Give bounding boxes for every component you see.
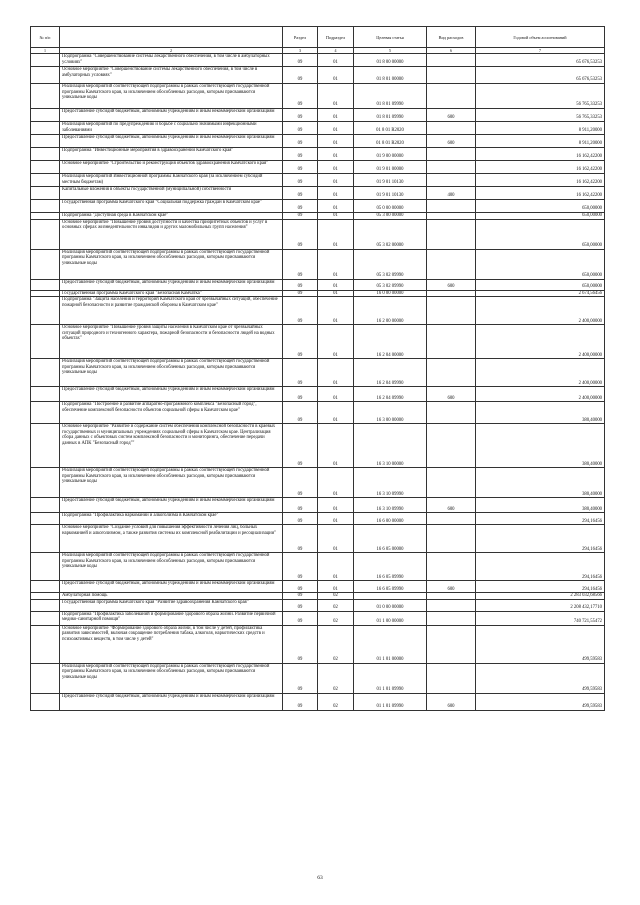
row-subsection-cell: 01 — [318, 122, 354, 135]
row-name-cell: Подпрограмма "Построение и развитие аппаратно-программного комплекса "Безопасный город", обеспечение комплексной безопасности объектов социальной сферы в Камчатском крае" — [60, 402, 283, 424]
row-section-cell: 09 — [283, 593, 318, 600]
row-amount-cell: 740 721,55472 — [476, 611, 605, 625]
table-row — [31, 625, 605, 663]
row-section-cell: 09 — [283, 402, 318, 424]
page-number: 63 — [317, 875, 323, 881]
row-section-cell: 09 — [283, 625, 318, 663]
row-target-article-cell — [354, 593, 427, 600]
row-number-cell — [31, 135, 60, 148]
row-target-article-cell: 16 6 05 09990 — [354, 581, 427, 593]
row-subsection-cell: 01 — [318, 279, 354, 290]
table-row — [31, 581, 605, 593]
row-name-cell: Основное мероприятие "Развитие и содержание систем обеспечения комплексной безопасности в краевых государственных и муниципальных учреждениях социальной сферы в Камчатском крае. Централизация сбора данных с объектовых систем комплексной безопасности и мониторинга, обеспечение передачи данных в АПК "Безопасный город"" — [60, 424, 283, 468]
row-name-cell: Капитальные вложения в объекты государственной (муниципальной) собственности — [60, 187, 283, 200]
column-number: 7 — [476, 48, 605, 54]
row-subsection-cell: 01 — [318, 135, 354, 148]
row-expense-type-cell — [427, 599, 476, 611]
row-expense-type-cell — [427, 359, 476, 387]
row-expense-type-cell — [427, 593, 476, 600]
table-row — [31, 525, 605, 553]
row-amount-cell: 2 283 032,68566 — [476, 593, 605, 600]
row-target-article-cell: 16 2 00 00000 — [354, 297, 427, 325]
column-number: 5 — [354, 48, 427, 54]
row-amount-cell: 380,40000 — [476, 424, 605, 468]
row-number-cell — [31, 513, 60, 525]
table-row — [31, 219, 605, 249]
row-expense-type-cell: 600 — [427, 387, 476, 402]
row-subsection-cell: 01 — [318, 402, 354, 424]
row-name-cell: Подпрограмма "Инвестиционные мероприятия в здравоохранении Камчатского края" — [60, 148, 283, 161]
row-expense-type-cell — [427, 122, 476, 135]
table-row — [31, 187, 605, 200]
row-subsection-cell: 01 — [318, 387, 354, 402]
row-section-cell: 09 — [283, 693, 318, 710]
row-expense-type-cell: 600 — [427, 581, 476, 593]
row-target-article-cell: 16 3 10 09990 — [354, 498, 427, 513]
row-name-cell: Основное мероприятие "Формирование здорового образа жизни, в том числе у детей, профилактика развития зависимостей, включая сокращение потребления табака, алкоголя, наркотических средств и психоактивных веществ, в том числе у детей" — [60, 625, 283, 663]
row-expense-type-cell — [427, 84, 476, 109]
row-section-cell: 09 — [283, 581, 318, 593]
table-row — [31, 593, 605, 600]
row-expense-type-cell — [427, 663, 476, 693]
row-name-cell: Основное мероприятие "Создание условий для повышения эффективности лечения лиц, больных наркоманией и алкоголизмом, а также развития системы их комплексной реабилитации и ресоциализации" — [60, 525, 283, 553]
column-number: 4 — [318, 48, 354, 54]
table-row — [31, 402, 605, 424]
table-row — [31, 513, 605, 525]
column-number: 2 — [60, 48, 283, 54]
row-amount-cell: 65 676,53253 — [476, 67, 605, 84]
header-expense-type: Вид расходов — [427, 27, 476, 48]
row-name-cell: Предоставление субсидий бюджетным, автономным учреждениям и иным некоммерческим организациям — [60, 387, 283, 402]
row-expense-type-cell — [427, 424, 476, 468]
row-target-article-cell: 01 9 00 00000 — [354, 148, 427, 161]
row-target-article-cell: 01 9 01 00000 — [354, 161, 427, 174]
row-target-article-cell: 16 6 05 00000 — [354, 525, 427, 553]
row-subsection-cell: 01 — [318, 290, 354, 297]
row-name-cell: Предоставление субсидий бюджетным, автономным учреждениям и иным некоммерческим организациям — [60, 498, 283, 513]
row-name-cell: Основное мероприятие "Повышение уровня защиты населения в Камчатском крае от чрезвычайных ситуаций природного и техногенного характера, пожарной безопасности и безопасности людей на водных объектах" — [60, 325, 283, 359]
row-target-article-cell: 16 3 00 00000 — [354, 402, 427, 424]
row-amount-cell: 499,59583 — [476, 625, 605, 663]
row-name-cell: Реализация мероприятий соответствующей подпрограммы в рамках соответствующей государственной программы Камчатского края, за исключением обособленных расходов, которым присваиваются уникальные коды — [60, 249, 283, 279]
row-name-cell: Основное мероприятие "Совершенствование системы лекарственного обеспечения, в том числе в амбулаторных условиях" — [60, 67, 283, 84]
row-subsection-cell: 02 — [318, 663, 354, 693]
row-target-article-cell: 01 8 01 09990 — [354, 109, 427, 122]
row-subsection-cell: 01 — [318, 525, 354, 553]
row-amount-cell: 56 765,33253 — [476, 84, 605, 109]
row-number-cell — [31, 581, 60, 593]
row-section-cell: 09 — [283, 387, 318, 402]
row-number-cell — [31, 84, 60, 109]
row-subsection-cell: 02 — [318, 625, 354, 663]
row-subsection-cell: 01 — [318, 187, 354, 200]
row-subsection-cell: 01 — [318, 174, 354, 187]
row-amount-cell: 16 162,42200 — [476, 187, 605, 200]
row-amount-cell: 2 674,56456 — [476, 290, 605, 297]
row-section-cell: 09 — [283, 553, 318, 581]
table-row — [31, 109, 605, 122]
row-section-cell: 09 — [283, 213, 318, 220]
row-name-cell: Подпрограмма "Профилактика заболеваний и формирование здорового образа жизни. Развитие первичной медико-санитарной помощи" — [60, 611, 283, 625]
row-expense-type-cell — [427, 219, 476, 249]
table-row — [31, 84, 605, 109]
row-expense-type-cell: 400 — [427, 187, 476, 200]
row-section-cell: 09 — [283, 525, 318, 553]
row-name-cell: Реализация мероприятий соответствующей подпрограммы в рамках соответствующей государственной программы Камчатского края, за исключением обособленных расходов, которым присваиваются уникальные коды — [60, 359, 283, 387]
row-amount-cell: 8 911,20000 — [476, 135, 605, 148]
row-target-article-cell: 01 1 01 09990 — [354, 693, 427, 710]
row-expense-type-cell — [427, 513, 476, 525]
row-expense-type-cell — [427, 402, 476, 424]
table-row — [31, 122, 605, 135]
row-section-cell: 09 — [283, 297, 318, 325]
row-section-cell: 09 — [283, 109, 318, 122]
row-subsection-cell: 01 — [318, 109, 354, 122]
row-amount-cell: 8 911,20000 — [476, 122, 605, 135]
row-number-cell — [31, 200, 60, 213]
row-section-cell: 09 — [283, 424, 318, 468]
row-section-cell: 09 — [283, 325, 318, 359]
row-expense-type-cell — [427, 161, 476, 174]
column-number: 1 — [31, 48, 60, 54]
row-subsection-cell: 01 — [318, 54, 354, 67]
row-number-cell — [31, 693, 60, 710]
row-expense-type-cell — [427, 553, 476, 581]
row-name-cell: Предоставление субсидий бюджетным, автономным учреждениям и иным некоммерческим организациям — [60, 109, 283, 122]
row-section-cell: 09 — [283, 279, 318, 290]
row-expense-type-cell — [427, 67, 476, 84]
table-row — [31, 693, 605, 710]
row-amount-cell: 65 676,53253 — [476, 54, 605, 67]
row-section-cell: 09 — [283, 663, 318, 693]
row-target-article-cell: 16 2 04 00000 — [354, 325, 427, 359]
row-target-article-cell: 16 2 04 09990 — [354, 359, 427, 387]
column-number: 6 — [427, 48, 476, 54]
row-section-cell: 09 — [283, 599, 318, 611]
row-expense-type-cell: 600 — [427, 109, 476, 122]
row-target-article-cell: 05 3 02 00000 — [354, 219, 427, 249]
row-expense-type-cell — [427, 200, 476, 213]
row-expense-type-cell: 600 — [427, 693, 476, 710]
row-number-cell — [31, 174, 60, 187]
row-target-article-cell: 05 0 00 00000 — [354, 200, 427, 213]
row-number-cell — [31, 161, 60, 174]
row-subsection-cell: 01 — [318, 424, 354, 468]
row-amount-cell: 650,00000 — [476, 279, 605, 290]
row-target-article-cell: 05 3 02 09990 — [354, 279, 427, 290]
table-body — [31, 54, 605, 711]
row-subsection-cell: 01 — [318, 297, 354, 325]
header-section: Раздел — [283, 27, 318, 48]
row-expense-type-cell: 600 — [427, 279, 476, 290]
table-row — [31, 611, 605, 625]
table-header — [31, 27, 605, 54]
row-subsection-cell: 01 — [318, 498, 354, 513]
row-name-cell: Реализация мероприятий соответствующей подпрограммы в рамках соответствующей государственной программы Камчатского края, за исключением обособленных расходов, которым присваиваются уникальные коды — [60, 84, 283, 109]
row-expense-type-cell — [427, 325, 476, 359]
row-section-cell: 09 — [283, 54, 318, 67]
table-row — [31, 148, 605, 161]
row-expense-type-cell — [427, 213, 476, 220]
row-subsection-cell: 01 — [318, 581, 354, 593]
row-subsection-cell: 01 — [318, 468, 354, 498]
row-subsection-cell: 02 — [318, 693, 354, 710]
row-subsection-cell: 01 — [318, 359, 354, 387]
row-name-cell: Государственная программа Камчатского края "Развитие здравоохранения Камчатского края" — [60, 599, 283, 611]
row-amount-cell: 499,59583 — [476, 693, 605, 710]
row-name-cell: Подпрограмма "Защита населения и территорий Камчатского края от чрезвычайных ситуаций, обеспечение пожарной безопасности и развитие гражданской обороны в Камчатском крае" — [60, 297, 283, 325]
budget-table-sheet — [30, 26, 604, 711]
row-subsection-cell: 01 — [318, 213, 354, 220]
row-number-cell — [31, 187, 60, 200]
row-target-article-cell: 01 9 01 10130 — [354, 187, 427, 200]
row-amount-cell: 2 208 432,17710 — [476, 599, 605, 611]
row-amount-cell: 499,59583 — [476, 663, 605, 693]
table-row — [31, 359, 605, 387]
row-amount-cell: 2 400,00000 — [476, 297, 605, 325]
row-name-cell: Предоставление субсидий бюджетным, автономным учреждениям и иным некоммерческим организациям — [60, 135, 283, 148]
row-target-article-cell: 16 6 05 09990 — [354, 553, 427, 581]
row-expense-type-cell — [427, 625, 476, 663]
row-subsection-cell: 01 — [318, 325, 354, 359]
row-number-cell — [31, 599, 60, 611]
row-subsection-cell: 01 — [318, 148, 354, 161]
row-number-cell — [31, 249, 60, 279]
table-row — [31, 249, 605, 279]
row-section-cell: 09 — [283, 249, 318, 279]
row-expense-type-cell — [427, 249, 476, 279]
row-number-cell — [31, 593, 60, 600]
row-number-cell — [31, 625, 60, 663]
row-section-cell: 09 — [283, 498, 318, 513]
row-number-cell — [31, 359, 60, 387]
row-amount-cell: 16 162,42200 — [476, 148, 605, 161]
row-number-cell — [31, 402, 60, 424]
table-row — [31, 67, 605, 84]
row-expense-type-cell — [427, 148, 476, 161]
table-row — [31, 387, 605, 402]
table-row — [31, 200, 605, 213]
table-row — [31, 599, 605, 611]
row-section-cell: 09 — [283, 611, 318, 625]
header-name — [60, 27, 283, 48]
row-section-cell: 09 — [283, 174, 318, 187]
row-subsection-cell: 02 — [318, 599, 354, 611]
row-target-article-cell: 01 8 00 00000 — [354, 54, 427, 67]
row-number-cell — [31, 290, 60, 297]
row-target-article-cell: 01 8 01 R2020 — [354, 135, 427, 148]
row-number-cell — [31, 468, 60, 498]
row-subsection-cell: 01 — [318, 219, 354, 249]
row-amount-cell: 2 400,00000 — [476, 359, 605, 387]
row-name-cell: Реализация мероприятий соответствующей подпрограммы в рамках соответствующей государственной программы Камчатского края, за исключением обособленных расходов, которым присваиваются уникальные коды — [60, 553, 283, 581]
row-amount-cell: 56 765,33253 — [476, 109, 605, 122]
table-row — [31, 279, 605, 290]
row-amount-cell: 650,00000 — [476, 219, 605, 249]
row-target-article-cell: 05 3 00 00000 — [354, 213, 427, 220]
row-section-cell: 09 — [283, 135, 318, 148]
row-subsection-cell: 01 — [318, 84, 354, 109]
row-name-cell: Подпрограмма "Профилактика наркомании и алкоголизма в Камчатском крае" — [60, 513, 283, 525]
row-amount-cell: 380,40000 — [476, 402, 605, 424]
table-row — [31, 297, 605, 325]
table-row — [31, 161, 605, 174]
header-number: № п/п — [31, 27, 60, 48]
row-section-cell: 09 — [283, 187, 318, 200]
row-target-article-cell: 01 9 01 10130 — [354, 174, 427, 187]
row-target-article-cell: 01 8 01 00000 — [354, 67, 427, 84]
row-name-cell: Подпрограмма "Доступная среда в Камчатском крае" — [60, 213, 283, 220]
row-number-cell — [31, 219, 60, 249]
row-number-cell — [31, 663, 60, 693]
row-amount-cell: 294,16456 — [476, 581, 605, 593]
table-row — [31, 468, 605, 498]
row-number-cell — [31, 109, 60, 122]
row-amount-cell: 2 400,00000 — [476, 325, 605, 359]
row-section-cell: 09 — [283, 161, 318, 174]
table-row — [31, 498, 605, 513]
row-amount-cell: 650,00000 — [476, 249, 605, 279]
row-target-article-cell: 01 8 01 09990 — [354, 84, 427, 109]
row-target-article-cell: 16 6 00 00000 — [354, 513, 427, 525]
row-amount-cell: 294,16456 — [476, 553, 605, 581]
row-amount-cell: 380,40000 — [476, 498, 605, 513]
row-subsection-cell: 02 — [318, 611, 354, 625]
row-number-cell — [31, 387, 60, 402]
column-number: 3 — [283, 48, 318, 54]
row-name-cell: Предоставление субсидий бюджетным, автономным учреждениям и иным некоммерческим организациям — [60, 279, 283, 290]
row-expense-type-cell — [427, 174, 476, 187]
table-row — [31, 213, 605, 220]
row-number-cell — [31, 122, 60, 135]
row-target-article-cell: 16 2 04 09990 — [354, 387, 427, 402]
row-subsection-cell: 01 — [318, 553, 354, 581]
row-expense-type-cell — [427, 611, 476, 625]
row-target-article-cell: 16 3 10 00000 — [354, 424, 427, 468]
row-amount-cell: 16 162,42200 — [476, 161, 605, 174]
row-number-cell — [31, 611, 60, 625]
budget-table — [30, 26, 605, 711]
row-expense-type-cell: 600 — [427, 498, 476, 513]
row-subsection-cell: 01 — [318, 200, 354, 213]
table-row — [31, 174, 605, 187]
row-expense-type-cell — [427, 54, 476, 67]
table-row — [31, 553, 605, 581]
table-row — [31, 290, 605, 297]
row-number-cell — [31, 553, 60, 581]
row-section-cell: 09 — [283, 122, 318, 135]
row-name-cell: Амбулаторная помощь — [60, 593, 283, 600]
row-number-cell — [31, 297, 60, 325]
row-name-cell: Предоставление субсидий бюджетным, автономным учреждениям и иным некоммерческим организациям — [60, 581, 283, 593]
table-row — [31, 54, 605, 67]
row-subsection-cell: 02 — [318, 593, 354, 600]
row-target-article-cell: 16 3 10 09990 — [354, 468, 427, 498]
row-name-cell: Предоставление субсидий бюджетным, автономным учреждениям и иным некоммерческим организациям — [60, 693, 283, 710]
row-number-cell — [31, 213, 60, 220]
row-target-article-cell: 16 0 00 00000 — [354, 290, 427, 297]
row-name-cell: Государственная программа Камчатского края "Социальная поддержка граждан в Камчатском крае" — [60, 200, 283, 213]
row-number-cell — [31, 424, 60, 468]
row-subsection-cell: 01 — [318, 67, 354, 84]
row-amount-cell: 2 400,00000 — [476, 387, 605, 402]
row-name-cell: Реализация мероприятий Инвестиционной программы Камчатского края (за исключением субсидий местным бюджетам) — [60, 174, 283, 187]
row-target-article-cell: 01 8 01 R2020 — [354, 122, 427, 135]
row-target-article-cell: 05 3 02 09990 — [354, 249, 427, 279]
row-name-cell: Государственная программа Камчатского края "Безопасная Камчатка" — [60, 290, 283, 297]
row-number-cell — [31, 525, 60, 553]
row-number-cell — [31, 54, 60, 67]
row-subsection-cell: 01 — [318, 513, 354, 525]
row-name-cell: Реализация мероприятий соответствующей подпрограммы в рамках соответствующей государственной программы Камчатского края, за исключением обособленных расходов, которым присваиваются уникальные коды — [60, 468, 283, 498]
row-amount-cell: 294,16456 — [476, 525, 605, 553]
row-name-cell: Основное мероприятие "Повышение уровня доступности и качества приоритетных объектов и услуг в основных сферах жизнедеятельности инвалидов и других маломобильных групп населения" — [60, 219, 283, 249]
row-number-cell — [31, 279, 60, 290]
row-amount-cell: 650,00000 — [476, 200, 605, 213]
row-target-article-cell: 01 1 01 00000 — [354, 625, 427, 663]
row-name-cell: Основное мероприятие "Строительство и реконструкция объектов здравоохранения Камчатского края" — [60, 161, 283, 174]
row-expense-type-cell — [427, 525, 476, 553]
row-subsection-cell: 01 — [318, 249, 354, 279]
row-expense-type-cell — [427, 290, 476, 297]
row-target-article-cell: 01 1 01 09990 — [354, 663, 427, 693]
row-section-cell: 09 — [283, 513, 318, 525]
row-section-cell: 09 — [283, 84, 318, 109]
row-section-cell: 09 — [283, 468, 318, 498]
row-section-cell: 09 — [283, 359, 318, 387]
row-number-cell — [31, 498, 60, 513]
row-expense-type-cell: 600 — [427, 135, 476, 148]
table-row — [31, 424, 605, 468]
header-subsection: Подраздел — [318, 27, 354, 48]
table-row — [31, 135, 605, 148]
row-expense-type-cell — [427, 297, 476, 325]
row-subsection-cell: 01 — [318, 161, 354, 174]
row-expense-type-cell — [427, 468, 476, 498]
row-section-cell: 09 — [283, 290, 318, 297]
row-amount-cell: 380,40000 — [476, 468, 605, 498]
header-annual-amount: Годовой объем ассигнований — [476, 27, 605, 48]
header-target-article: Целевая статья — [354, 27, 427, 48]
row-name-cell: Реализация мероприятий соответствующей подпрограммы в рамках соответствующей государственной программы Камчатского края, за исключением обособленных расходов, которым присваиваются уникальные коды — [60, 663, 283, 693]
row-target-article-cell: 01 1 00 00000 — [354, 611, 427, 625]
row-section-cell: 09 — [283, 148, 318, 161]
table-row — [31, 663, 605, 693]
row-section-cell: 09 — [283, 67, 318, 84]
row-amount-cell: 294,16456 — [476, 513, 605, 525]
row-section-cell: 09 — [283, 200, 318, 213]
row-number-cell — [31, 325, 60, 359]
row-number-cell — [31, 148, 60, 161]
row-amount-cell: 16 162,42200 — [476, 174, 605, 187]
row-number-cell — [31, 67, 60, 84]
row-name-cell: Реализация мероприятий по предупреждению и борьбе с социально значимыми инфекционными заболеваниями — [60, 122, 283, 135]
row-target-article-cell: 01 0 00 00000 — [354, 599, 427, 611]
row-amount-cell: 650,00000 — [476, 213, 605, 220]
table-row — [31, 325, 605, 359]
row-section-cell: 09 — [283, 219, 318, 249]
row-name-cell: Подпрограмма "Совершенствование системы лекарственного обеспечения, в том числе в амбулаторных условиях" — [60, 54, 283, 67]
